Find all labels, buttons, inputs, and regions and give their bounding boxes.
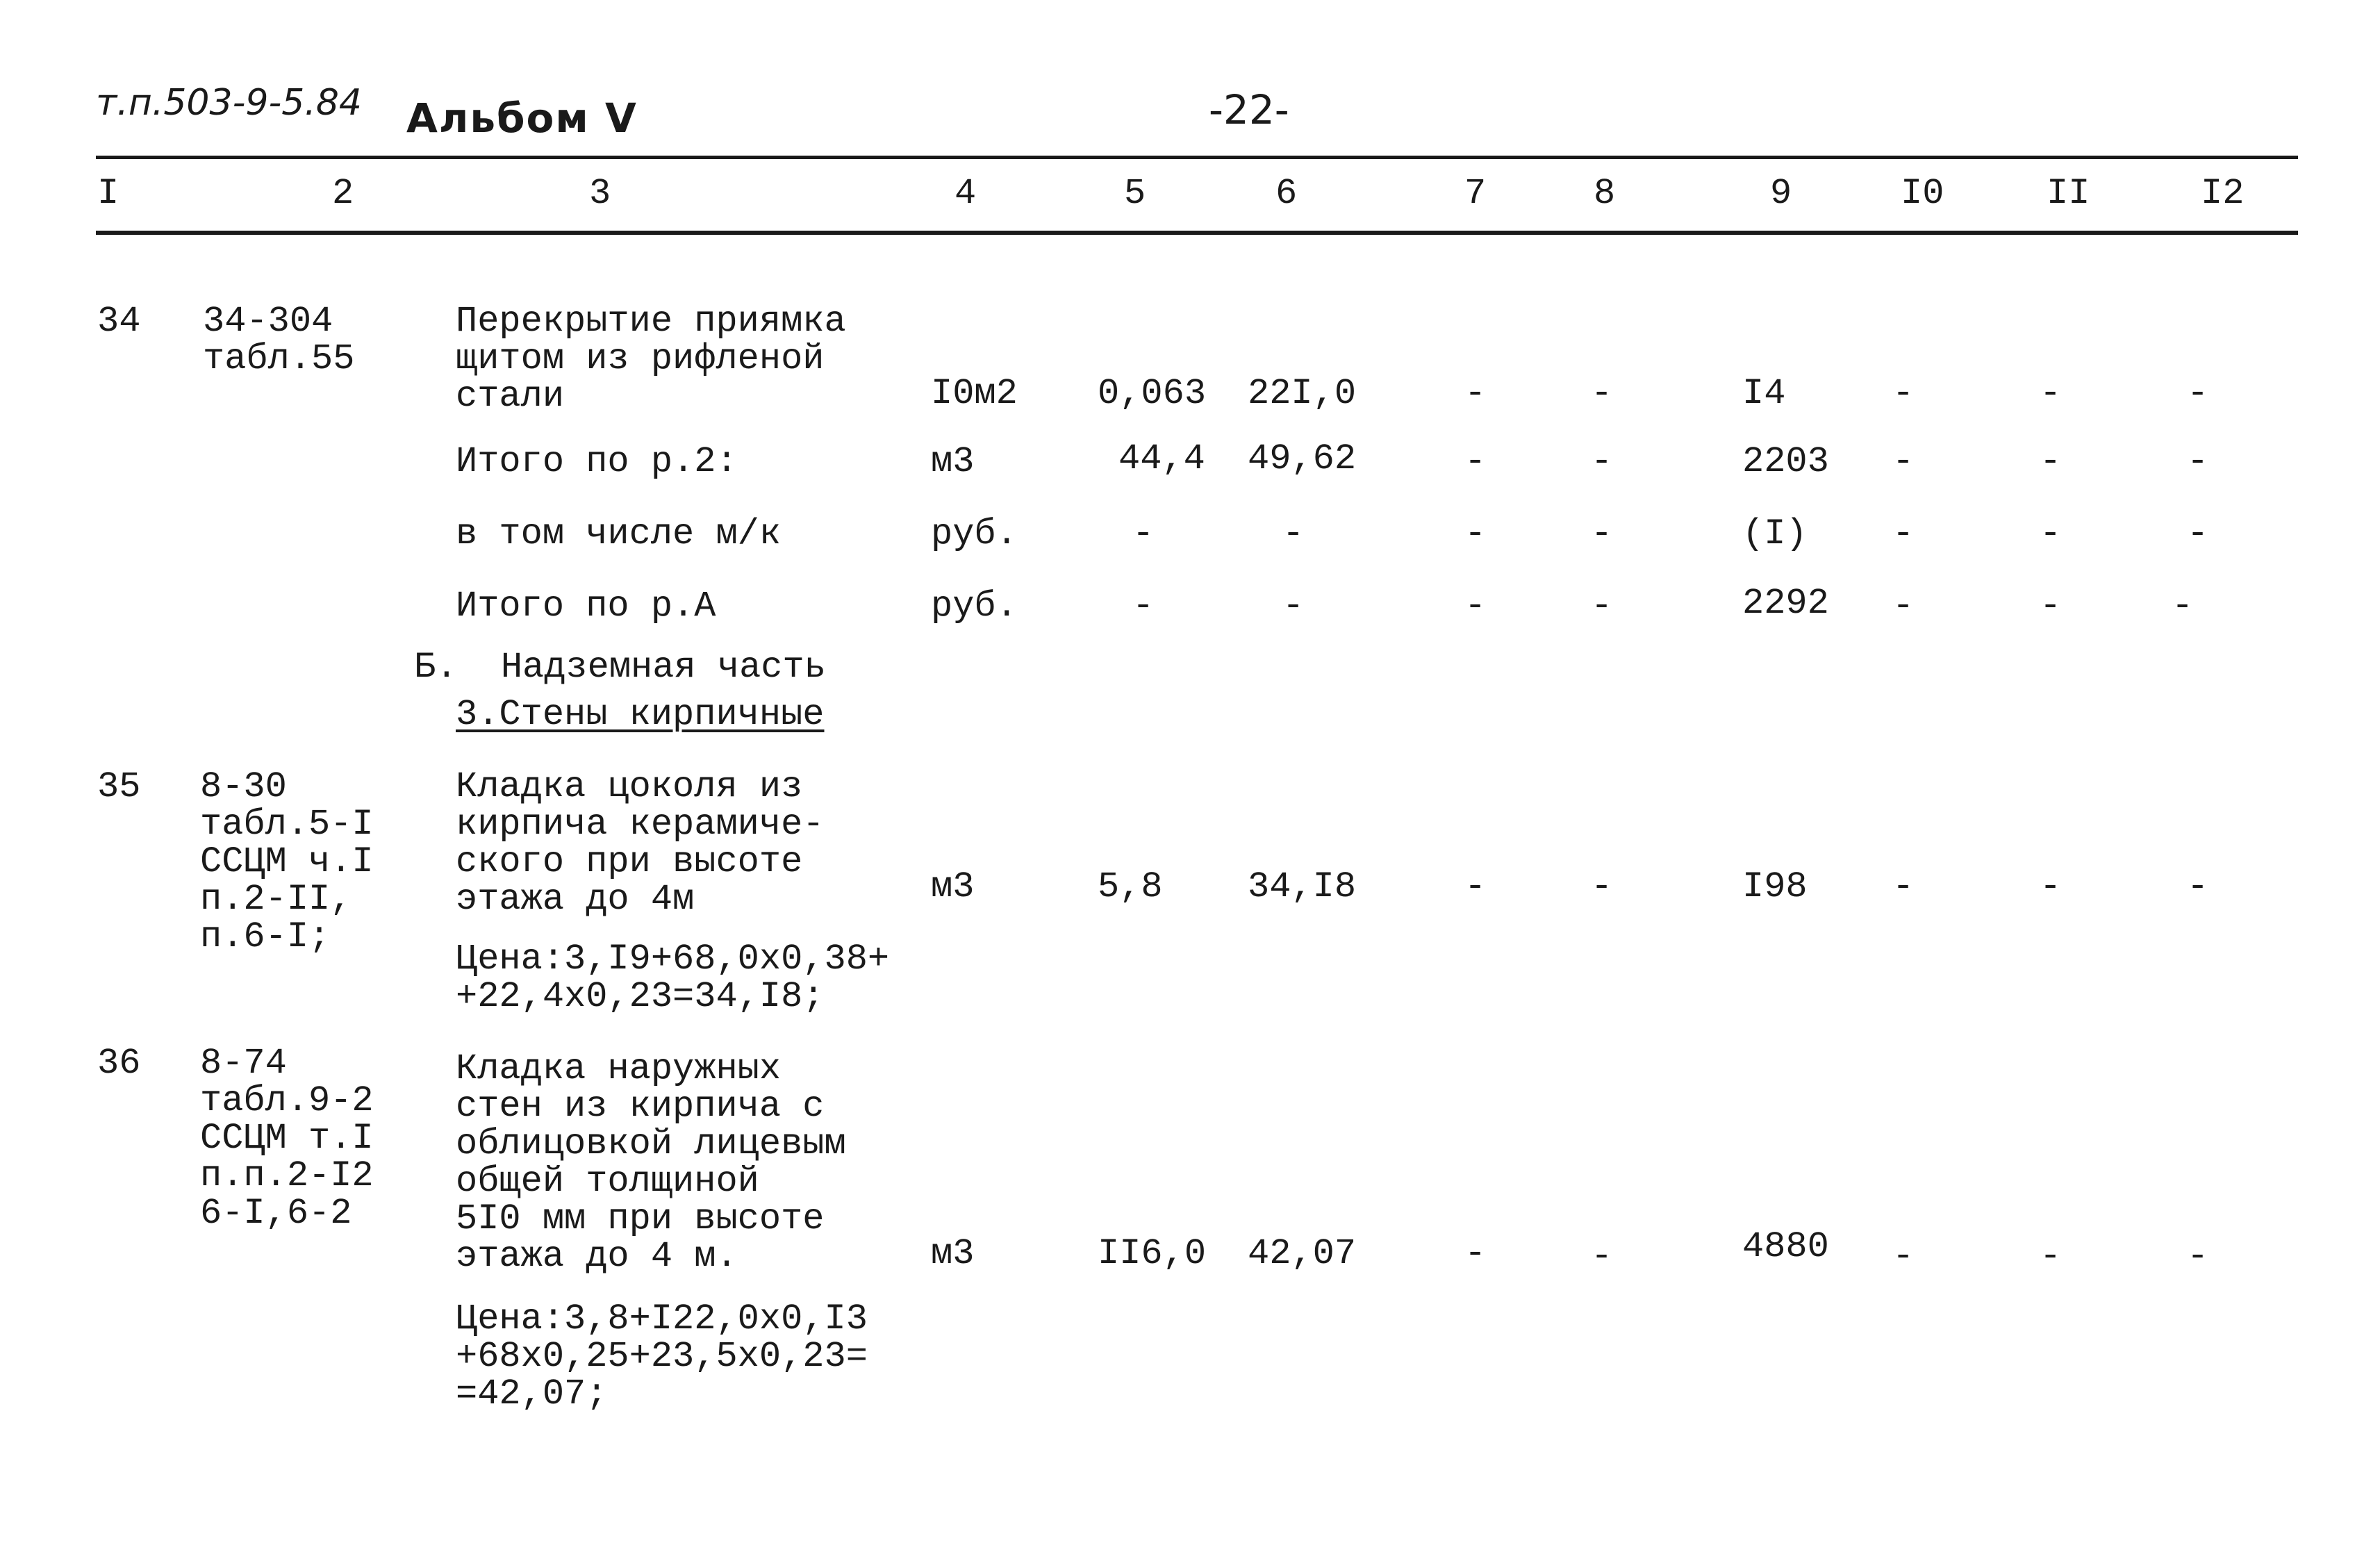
row-price: 49,62 [1248, 438, 1357, 479]
row-col7: - [1464, 373, 1487, 414]
section-subtitle: 3.Стены кирпичные [456, 694, 825, 735]
row-col10: - [1892, 586, 1915, 627]
row-quantity: - [1132, 586, 1155, 627]
row-price: 34,I8 [1248, 866, 1357, 907]
row-col8: - [1591, 586, 1613, 627]
row-col10: - [1892, 866, 1915, 907]
row-col12: - [2187, 373, 2209, 414]
row-reference: 8-30 табл.5-I ССЦМ ч.I п.2-II, п.6-I; [200, 766, 374, 957]
column-header-3: 3 [589, 173, 611, 214]
row-total: (I) [1742, 513, 1808, 554]
row-col12: - [2187, 1236, 2209, 1277]
project-code: т.п.503-9-5.84 [96, 82, 362, 124]
row-col12: - [2187, 513, 2209, 554]
column-header-6: 6 [1275, 173, 1298, 214]
column-header-12: I2 [2201, 173, 2245, 214]
album-label: Альбом V [406, 94, 638, 142]
row-col8: - [1591, 1236, 1613, 1277]
row-col11: - [2040, 1236, 2062, 1277]
row-col7: - [1464, 586, 1487, 627]
row-col11: - [2040, 513, 2062, 554]
row-col8: - [1591, 441, 1613, 482]
column-header-1: I [97, 173, 119, 214]
column-header-5: 5 [1124, 173, 1146, 214]
row-col11: - [2040, 586, 2062, 627]
row-reference: 8-74 табл.9-2 ССЦМ т.I п.п.2-I2 6-I,6-2 [200, 1043, 374, 1234]
row-col11: - [2040, 866, 2062, 907]
section-title: Б. Надземная часть [414, 647, 826, 688]
price-formula: Цена:3,8+I22,0х0,I3 +68х0,25+23,5х0,23= =42,07; [456, 1298, 868, 1414]
row-total: 4880 [1742, 1226, 1829, 1267]
row-col8: - [1591, 513, 1613, 554]
row-description: Перекрытие приямка щитом из рифленой стали [456, 301, 846, 417]
row-description: Кладка наружных стен из кирпича с облицовкой лицевым общей толщиной 5I0 мм при высоте этажа до 4 м. [456, 1048, 846, 1277]
row-unit: руб. [931, 586, 1018, 627]
price-formula: Цена:3,I9+68,0х0,38+ +22,4х0,23=34,I8; [456, 939, 890, 1017]
row-col12: - [2172, 586, 2194, 627]
row-col7: - [1464, 866, 1487, 907]
row-col10: - [1892, 441, 1915, 482]
column-header-7: 7 [1464, 173, 1487, 214]
row-quantity: - [1132, 513, 1155, 554]
row-description: в том числе м/к [456, 513, 782, 554]
row-col11: - [2040, 373, 2062, 414]
row-quantity: 5,8 [1098, 866, 1163, 907]
row-total: 2203 [1742, 441, 1829, 482]
row-col8: - [1591, 373, 1613, 414]
row-col12: - [2187, 441, 2209, 482]
page-number: -22- [1209, 86, 1289, 133]
row-price: - [1282, 513, 1305, 554]
column-header-11: II [2047, 173, 2090, 214]
row-price: - [1282, 586, 1305, 627]
row-reference: 34-304 табл.55 [203, 301, 355, 379]
row-number: 36 [97, 1043, 141, 1084]
row-number: 34 [97, 301, 141, 342]
row-col7: - [1464, 1233, 1487, 1274]
row-quantity: 44,4 [1118, 438, 1205, 479]
row-number: 35 [97, 766, 141, 807]
row-description: Итого по р.2: [456, 441, 738, 482]
column-header-2: 2 [332, 173, 354, 214]
header-rule-bottom [96, 231, 2298, 235]
column-header-10: I0 [1901, 173, 1944, 214]
column-header-9: 9 [1770, 173, 1792, 214]
row-col11: - [2040, 441, 2062, 482]
column-header-8: 8 [1594, 173, 1616, 214]
row-col7: - [1464, 513, 1487, 554]
row-quantity: 0,063 [1098, 373, 1207, 414]
row-unit: м3 [931, 866, 975, 907]
row-col10: - [1892, 513, 1915, 554]
row-quantity: II6,0 [1098, 1233, 1207, 1274]
column-header-4: 4 [955, 173, 977, 214]
row-total: 2292 [1742, 583, 1829, 624]
row-col8: - [1591, 866, 1613, 907]
row-unit: м3 [931, 441, 975, 482]
row-total: I4 [1742, 373, 1786, 414]
row-total: I98 [1742, 866, 1808, 907]
row-col10: - [1892, 1236, 1915, 1277]
row-col7: - [1464, 441, 1487, 482]
row-description: Итого по р.А [456, 586, 716, 627]
row-price: 22I,0 [1248, 373, 1357, 414]
row-unit: м3 [931, 1233, 975, 1274]
row-description: Кладка цоколя из кирпича керамиче- ского при высоте этажа до 4м [456, 766, 825, 920]
row-price: 42,07 [1248, 1233, 1357, 1274]
row-col12: - [2187, 866, 2209, 907]
row-unit: I0м2 [931, 373, 1018, 414]
row-unit: руб. [931, 513, 1018, 554]
header-rule-top [96, 156, 2298, 159]
row-col10: - [1892, 373, 1915, 414]
